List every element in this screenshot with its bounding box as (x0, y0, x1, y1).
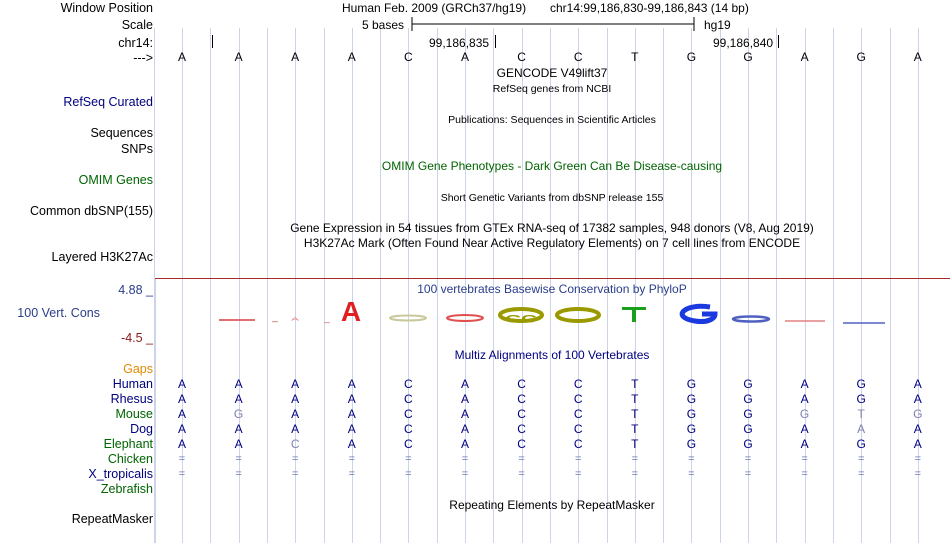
cons-min-label: -4.5 _ (121, 331, 153, 345)
aligned-base: = (178, 453, 186, 465)
aligned-base: A (460, 422, 469, 436)
ruler-tick-label-2: 99,186,840 (713, 36, 774, 50)
omim-track-title[interactable]: OMIM Gene Phenotypes - Dark Green Can Be Disease-causing (381, 159, 723, 173)
aligned-base: A (460, 392, 469, 406)
aligned-base: G (743, 422, 753, 436)
aligned-base: A (291, 392, 300, 406)
aligned-base: = (348, 453, 356, 465)
aligned-base: A (913, 377, 922, 391)
aligned-base: A (913, 392, 922, 406)
gencode-track-title[interactable]: GENCODE V49lift37 (496, 66, 608, 80)
gaps-label: Gaps (123, 362, 153, 376)
aligned-base: A (177, 422, 186, 436)
aligned-base: A (347, 422, 356, 436)
h3k27ac-track-title[interactable]: H3K27Ac Mark (Often Found Near Active Regulatory Elements) on 7 cell lines from ENCODE (303, 236, 801, 250)
window-position-label: Window Position (60, 1, 153, 15)
aligned-base: = (857, 468, 865, 480)
aligned-base: A (291, 422, 300, 436)
aligned-base: = (518, 453, 525, 465)
aligned-base: A (460, 437, 469, 451)
aligned-base: G (686, 407, 697, 421)
aligned-base: = (235, 468, 242, 480)
species-label[interactable]: Human (112, 377, 153, 391)
aligned-base: T (631, 377, 639, 391)
aligned-base: C (573, 392, 583, 406)
species-label[interactable]: Chicken (107, 452, 153, 466)
aligned-base: A (460, 377, 469, 391)
aligned-base: C (517, 407, 526, 421)
aligned-base: G (743, 377, 753, 391)
aligned-base: = (461, 453, 469, 465)
svg-text:_: _ (272, 312, 278, 323)
chrom-label: chr14: (118, 36, 153, 50)
aligned-base: A (177, 407, 186, 421)
aligned-base: A (177, 437, 186, 451)
reference-base: G (856, 50, 866, 64)
assembly-text: Human Feb. 2009 (GRCh37/hg19) (342, 1, 527, 15)
aligned-base: T (631, 407, 639, 421)
svg-text:A: A (291, 316, 299, 322)
ruler-tick-left (212, 35, 213, 48)
aligned-base: = (688, 468, 695, 480)
aligned-base: C (517, 392, 526, 406)
refseq-track-label[interactable]: RefSeq Curated (63, 95, 153, 109)
aligned-base: A (460, 407, 469, 421)
reference-base: C (517, 50, 526, 64)
svg-text:CC: CC (505, 312, 537, 326)
aligned-base: G (233, 407, 244, 421)
aligned-base: A (291, 407, 300, 421)
dbsnp-track-title[interactable]: Short Genetic Variants from dbSNP release 155 (440, 192, 664, 204)
scale-bar (410, 16, 698, 32)
conservation-logo (155, 295, 950, 330)
aligned-base: A (347, 407, 356, 421)
aligned-base: C (573, 422, 583, 436)
position-text: chr14:99,186,830-99,186,843 (14 bp) (550, 1, 749, 15)
aligned-base: G (743, 437, 753, 451)
species-label[interactable]: Dog (130, 422, 153, 436)
aligned-base: C (404, 437, 413, 451)
reference-base: A (234, 50, 243, 64)
aligned-base: A (913, 422, 922, 436)
aligned-base: A (800, 392, 809, 406)
track-divider (155, 278, 950, 279)
scale-label: Scale (121, 18, 153, 32)
reference-base: G (743, 50, 753, 64)
species-label[interactable]: Elephant (103, 437, 153, 451)
aligned-base: = (518, 468, 525, 480)
cons-track-label[interactable]: 100 Vert. Cons (17, 306, 100, 320)
aligned-base: = (348, 468, 356, 480)
aligned-base: T (857, 407, 865, 421)
aligned-base: C (517, 437, 526, 451)
species-label[interactable]: X_tropicalis (88, 467, 153, 481)
aligned-base: A (347, 392, 356, 406)
svg-text:_: _ (324, 313, 330, 323)
reference-base: A (347, 50, 356, 64)
aligned-base: C (404, 407, 413, 421)
aligned-base: G (686, 392, 697, 406)
aligned-base: G (686, 377, 697, 391)
aligned-base: A (177, 392, 186, 406)
aligned-base: = (631, 468, 639, 480)
phylop-track-title[interactable]: 100 vertebrates Basewise Conservation by PhyloP (417, 282, 687, 296)
aligned-base: G (743, 392, 753, 406)
publications-track-title[interactable]: Publications: Sequences in Scientific Articles (448, 114, 656, 126)
reference-base: A (291, 50, 300, 64)
aligned-base: = (178, 468, 186, 480)
h3k27ac-track-label[interactable]: Layered H3K27Ac (51, 250, 153, 264)
aligned-base: = (801, 468, 808, 480)
repeatmasker-track-title[interactable]: Repeating Elements by RepeatMasker (449, 498, 655, 512)
repeatmasker-track-label[interactable]: RepeatMasker (71, 512, 153, 526)
reference-base: C (404, 50, 413, 64)
scale-db-label: hg19 (704, 18, 731, 32)
reference-base: C (573, 50, 583, 64)
aligned-base: = (574, 468, 582, 480)
aligned-base: A (913, 437, 922, 451)
aligned-base: G (856, 392, 866, 406)
aligned-base: A (234, 437, 243, 451)
aligned-base: = (688, 453, 695, 465)
aligned-base: T (631, 422, 639, 436)
species-label[interactable]: Mouse (115, 407, 153, 421)
aligned-base: G (913, 407, 923, 421)
cons-max-label: 4.88 _ (118, 283, 153, 297)
aligned-base: = (574, 453, 582, 465)
aligned-base: = (631, 453, 639, 465)
gtex-track-title[interactable]: Gene Expression in 54 tissues from GTEx RNA-seq of 17382 samples, 948 donors (V8, Aug 2019) (290, 221, 814, 235)
aligned-base: A (857, 422, 866, 436)
reference-base: A (460, 50, 469, 64)
aligned-base: A (234, 392, 243, 406)
reference-base: T (631, 50, 639, 64)
scale-bar-label: 5 bases (362, 18, 405, 32)
aligned-base: = (744, 453, 752, 465)
aligned-base: C (404, 392, 413, 406)
aligned-base: A (177, 377, 186, 391)
aligned-base: C (517, 377, 526, 391)
aligned-base: C (404, 422, 413, 436)
aligned-base: G (743, 407, 753, 421)
refseq-track-subtitle[interactable]: RefSeq genes from NCBI (492, 83, 612, 95)
aligned-base: C (573, 437, 583, 451)
aligned-base: A (234, 422, 243, 436)
strand-label: ---> (133, 51, 153, 65)
aligned-base: = (291, 453, 299, 465)
ruler-tick-1 (495, 35, 496, 48)
aligned-base: G (686, 422, 697, 436)
multiz-track-title[interactable]: Multiz Alignments of 100 Vertebrates (454, 348, 650, 362)
aligned-base: G (856, 377, 866, 391)
aligned-base: = (461, 468, 469, 480)
aligned-base: = (857, 453, 865, 465)
aligned-base: = (235, 453, 242, 465)
ruler-tick-2 (778, 35, 779, 48)
aligned-base: A (347, 377, 356, 391)
reference-base: A (177, 50, 186, 64)
aligned-base: A (800, 377, 809, 391)
aligned-base: A (800, 437, 809, 451)
aligned-base: = (291, 468, 299, 480)
aligned-base: A (234, 377, 243, 391)
svg-text:A: A (340, 296, 362, 327)
aligned-base: C (517, 422, 526, 436)
aligned-base: C (573, 377, 583, 391)
aligned-base: A (800, 422, 809, 436)
snps-track-label[interactable]: SNPs (121, 142, 153, 156)
species-label[interactable]: Zebrafish (100, 482, 153, 496)
aligned-base: T (631, 392, 639, 406)
omim-track-label[interactable]: OMIM Genes (78, 173, 153, 187)
aligned-base: C (404, 377, 413, 391)
aligned-base: G (856, 437, 866, 451)
dbsnp-track-label[interactable]: Common dbSNP(155) (30, 204, 153, 218)
aligned-base: = (914, 453, 922, 465)
aligned-base: G (799, 407, 810, 421)
aligned-base: C (290, 437, 300, 451)
aligned-base: A (347, 437, 356, 451)
aligned-base: G (686, 437, 697, 451)
aligned-base: T (631, 437, 639, 451)
species-label[interactable]: Rhesus (110, 392, 153, 406)
aligned-base: = (801, 453, 808, 465)
aligned-base: A (291, 377, 300, 391)
reference-base: A (800, 50, 809, 64)
aligned-base: = (405, 468, 412, 480)
aligned-base: = (405, 453, 412, 465)
reference-base: G (686, 50, 697, 64)
aligned-base: C (573, 407, 583, 421)
aligned-base: = (744, 468, 752, 480)
sequences-track-label[interactable]: Sequences (90, 126, 153, 140)
reference-base: A (913, 50, 922, 64)
aligned-base: = (914, 468, 922, 480)
ruler-tick-label-1: 99,186,835 (429, 36, 490, 50)
